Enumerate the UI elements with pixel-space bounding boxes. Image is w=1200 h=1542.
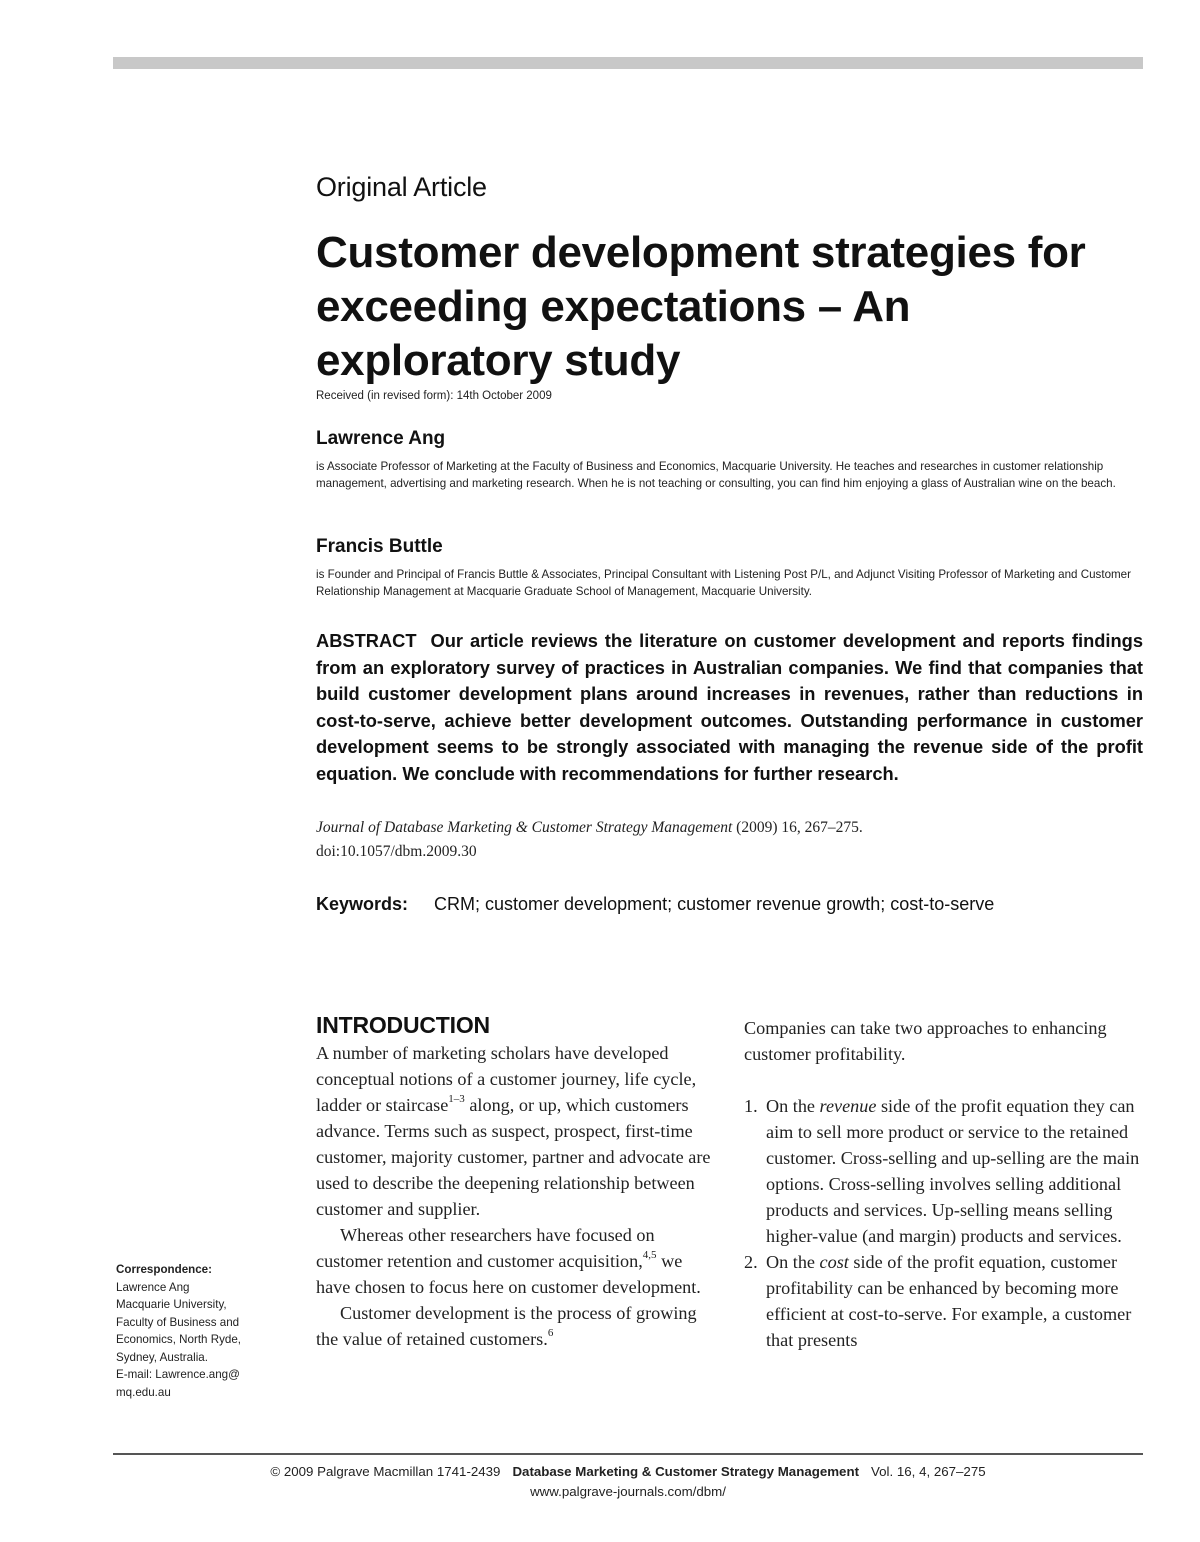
- text-run: On the: [766, 1096, 820, 1116]
- footer-line: [0, 1464, 1200, 1479]
- abstract-text: Our article reviews the literature on customer development and reports findings from an exploratory survey of practices in Australian companies. We find that companies that build customer development plans around increases in revenues, rather than reductions in cost-to-serve, achieve better development outcomes. Outstanding performance in customer development seems to be strongly associated with managing the revenue side of the profit equation. We conclude with recommendations for further research.: [316, 630, 1143, 784]
- section-heading: INTRODUCTION: [316, 1012, 490, 1038]
- text-run: Whereas other researchers have focused on customer retention and customer acquisition,: [316, 1225, 655, 1271]
- citation-doi: doi:10.1057/dbm.2009.30: [316, 843, 477, 860]
- reference-mark: 6: [547, 1326, 554, 1339]
- text-run: A number of marketing scholars have developed conceptual notions of a customer journey, life cycle, ladder or staircase: [316, 1043, 697, 1115]
- footer-volume: Vol. 16, 4, 267–275: [871, 1464, 986, 1479]
- text-run: Customer development is the process of growing the value of retained customers.: [316, 1303, 697, 1349]
- reference-mark: 1–3: [448, 1092, 465, 1105]
- correspondence-label: Correspondence:: [116, 1263, 212, 1276]
- author-bio: is Associate Professor of Marketing at the Faculty of Business and Economics, Macquarie University. He teaches and researches in customer relationship management, advertising and marketing research. When he is not teaching or consulting, you can find him enjoying a glass of Australian wine on the beach.: [316, 460, 1116, 490]
- footer-copyright: © 2009 Palgrave Macmillan 1741-2439: [270, 1464, 501, 1479]
- intro-column: [316, 1040, 716, 1352]
- author-bio: is Founder and Principal of Francis Buttle & Associates, Principal Consultant with Listening Post P/L, and Adjunct Visiting Professor of Marketing and Customer Relationship Management at Macquarie Graduate School of Management, Macquarie University.: [316, 568, 1131, 598]
- article-title: Customer development strategies for exceeding expectations – An exploratory study: [316, 228, 1086, 385]
- author-name: Francis Buttle: [316, 536, 443, 557]
- list-item: [744, 1093, 1144, 1249]
- header-rule: [113, 57, 1143, 69]
- text-run: side of the profit equation they can aim to sell more product or service to the retained customer. Cross-selling and up-selling are the main options. Cross-selling involves selling additional products and services. Up-selling means selling higher-value (and margin) products and services.: [766, 1096, 1140, 1246]
- reference-mark: 4,5: [642, 1248, 657, 1261]
- received-date: Received (in revised form): 14th October 2009: [316, 390, 552, 402]
- citation-details: (2009) 16, 267–275.: [736, 819, 863, 836]
- list-number: 2.: [744, 1252, 758, 1272]
- abstract: [316, 628, 1143, 787]
- correspondence-box: [116, 1261, 276, 1401]
- keywords-text: CRM; customer development; customer revenue growth; cost-to-serve: [434, 894, 995, 914]
- list-number: 1.: [744, 1096, 758, 1116]
- text-run: we have chosen to focus here on customer development.: [316, 1251, 701, 1297]
- intro-paragraph: [316, 1222, 716, 1300]
- approach-list: [744, 1093, 1144, 1353]
- footer-rule: [113, 1453, 1143, 1455]
- author-name: Lawrence Ang: [316, 428, 446, 449]
- emphasis: revenue: [819, 1096, 877, 1116]
- correspondence-body: Lawrence Ang Macquarie University, Faculty of Business and Economics, North Ryde, Sydney, Australia. E-mail: Lawrence.ang@ mq.edu.au: [116, 1280, 242, 1399]
- intro-paragraph: [316, 1040, 716, 1222]
- text-run: On the: [766, 1252, 820, 1272]
- abstract-label: ABSTRACT: [316, 630, 417, 651]
- list-item: [744, 1249, 1144, 1353]
- footer-url[interactable]: www.palgrave-journals.com/dbm/: [530, 1484, 726, 1499]
- keywords-label: Keywords:: [316, 894, 409, 914]
- lead-paragraph: Companies can take two approaches to enhancing customer profitability.: [744, 1018, 1107, 1064]
- right-column: [744, 1015, 1144, 1353]
- text-run: along, or up, which customers advance. Terms such as suspect, prospect, first-time customer, majority customer, partner and advocate are used to describe the deepening relationship between customer and supplier.: [316, 1095, 711, 1219]
- citation: [316, 816, 1143, 864]
- article-type: Original Article: [316, 172, 487, 202]
- intro-paragraph: [316, 1300, 716, 1352]
- citation-journal: Journal of Database Marketing & Customer Strategy Management: [316, 819, 733, 836]
- footer-journal: Database Marketing & Customer Strategy Management: [512, 1464, 860, 1479]
- keywords: [316, 894, 994, 915]
- emphasis: cost: [819, 1252, 849, 1272]
- text-run: side of the profit equation, customer profitability can be enhanced by becoming more efficient at cost-to-serve. For example, a customer that presents: [766, 1252, 1132, 1350]
